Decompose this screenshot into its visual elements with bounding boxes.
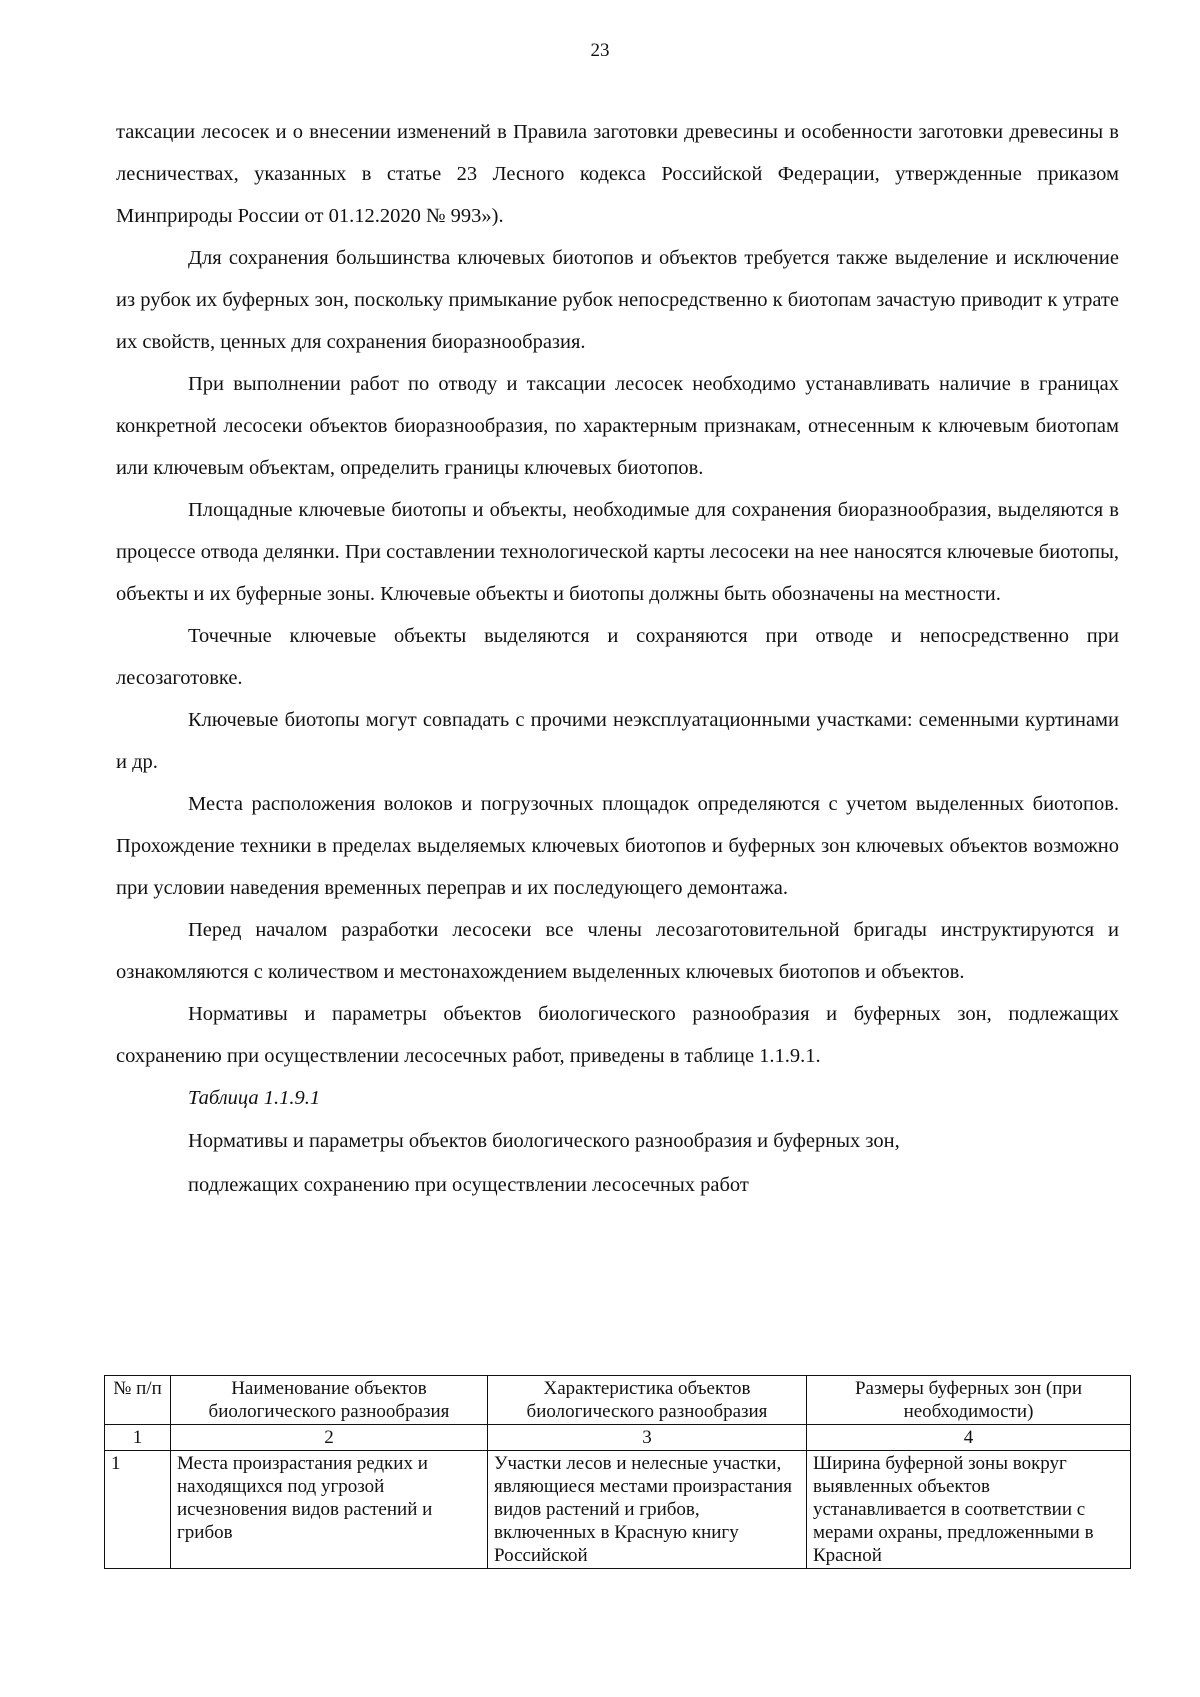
paragraph: таксации лесосек и о внесении изменений в Правила заготовки древесины и особенности заготовки древесины в лесничествах, указанных в статье 23 Лесного кодекса Российской Федерации, утвержденные приказом Минприроды России от 01.12.2020 № 993»). <box>116 121 1119 227</box>
paragraph: Площадные ключевые биотопы и объекты, необходимые для сохранения биоразнообразия, выделяются в процессе отвода делянки. При составлении технологической карты лесосеки на нее наносятся ключевые биотопы, объекты и их буферные зоны. Ключевые объекты и биотопы должны быть обозначены на местности. <box>116 499 1119 605</box>
paragraph: Ключевые биотопы могут совпадать с прочими неэксплуатационными участками: семенными куртинами и др. <box>116 709 1119 773</box>
table-cell: Участки лесов и нелесные участки, являющиеся местами произрастания видов растений и грибов, включенных в Красную книгу Российской <box>488 1451 807 1569</box>
table-title-line2: подлежащих сохранению при осуществлении лесосечных работ <box>188 1174 749 1196</box>
table-label: Таблица 1.1.9.1 <box>188 1087 321 1109</box>
paragraph: Места расположения волоков и погрузочных площадок определяются с учетом выделенных биотопов. Прохождение техники в пределах выделяемых ключевых биотопов и буферных зон ключевых объектов возможно при условии наведения временных переправ и их последующего демонтажа. <box>116 793 1119 899</box>
table-cell: Места произрастания редких и находящихся под угрозой исчезновения видов растений и грибов <box>171 1451 488 1569</box>
body-text <box>116 111 1119 1207</box>
column-number: 4 <box>807 1425 1131 1451</box>
paragraph: Для сохранения большинства ключевых биотопов и объектов требуется также выделение и исключение из рубок их буферных зон, поскольку примыкание рубок непосредственно к биотопам зачастую приводит к утрате их свойств, ценных для сохранения биоразнообразия. <box>116 247 1119 353</box>
table-cell: 1 <box>105 1451 171 1569</box>
table-cell: Ширина буферной зоны вокруг выявленных объектов устанавливается в соответствии с мерами охраны, предложенными в Красной <box>807 1451 1131 1569</box>
header-number: № п/п <box>105 1376 171 1425</box>
table-title-line1: Нормативы и параметры объектов биологического разнообразия и буферных зон, <box>188 1130 900 1152</box>
header-buffer-size: Размеры буферных зон (при необходимости) <box>807 1376 1131 1425</box>
paragraph: Нормативы и параметры объектов биологического разнообразия и буферных зон, подлежащих сохранению при осуществлении лесосечных работ, приведены в таблице 1.1.9.1. <box>116 1003 1119 1067</box>
column-number: 2 <box>171 1425 488 1451</box>
column-number: 1 <box>105 1425 171 1451</box>
table-header-row <box>105 1376 1131 1425</box>
page-number: 23 <box>590 40 610 61</box>
column-number-row <box>105 1425 1131 1451</box>
paragraph: При выполнении работ по отводу и таксации лесосек необходимо устанавливать наличие в границах конкретной лесосеки объектов биоразнообразия, по характерным признакам, отнесенным к ключевым биотопам или ключевым объектам, определить границы ключевых биотопов. <box>116 373 1119 479</box>
column-number: 3 <box>488 1425 807 1451</box>
paragraph: Перед началом разработки лесосеки все члены лесозаготовительной бригады инструктируются и ознакомляются с количеством и местонахождением выделенных ключевых биотопов и объектов. <box>116 919 1119 983</box>
table-row <box>105 1451 1131 1569</box>
header-name: Наименование объектов биологического разнообразия <box>171 1376 488 1425</box>
paragraph: Точечные ключевые объекты выделяются и сохраняются при отводе и непосредственно при лесозаготовке. <box>116 625 1119 689</box>
biodiversity-table <box>104 1375 1131 1569</box>
header-characteristic: Характеристика объектов биологического разнообразия <box>488 1376 807 1425</box>
